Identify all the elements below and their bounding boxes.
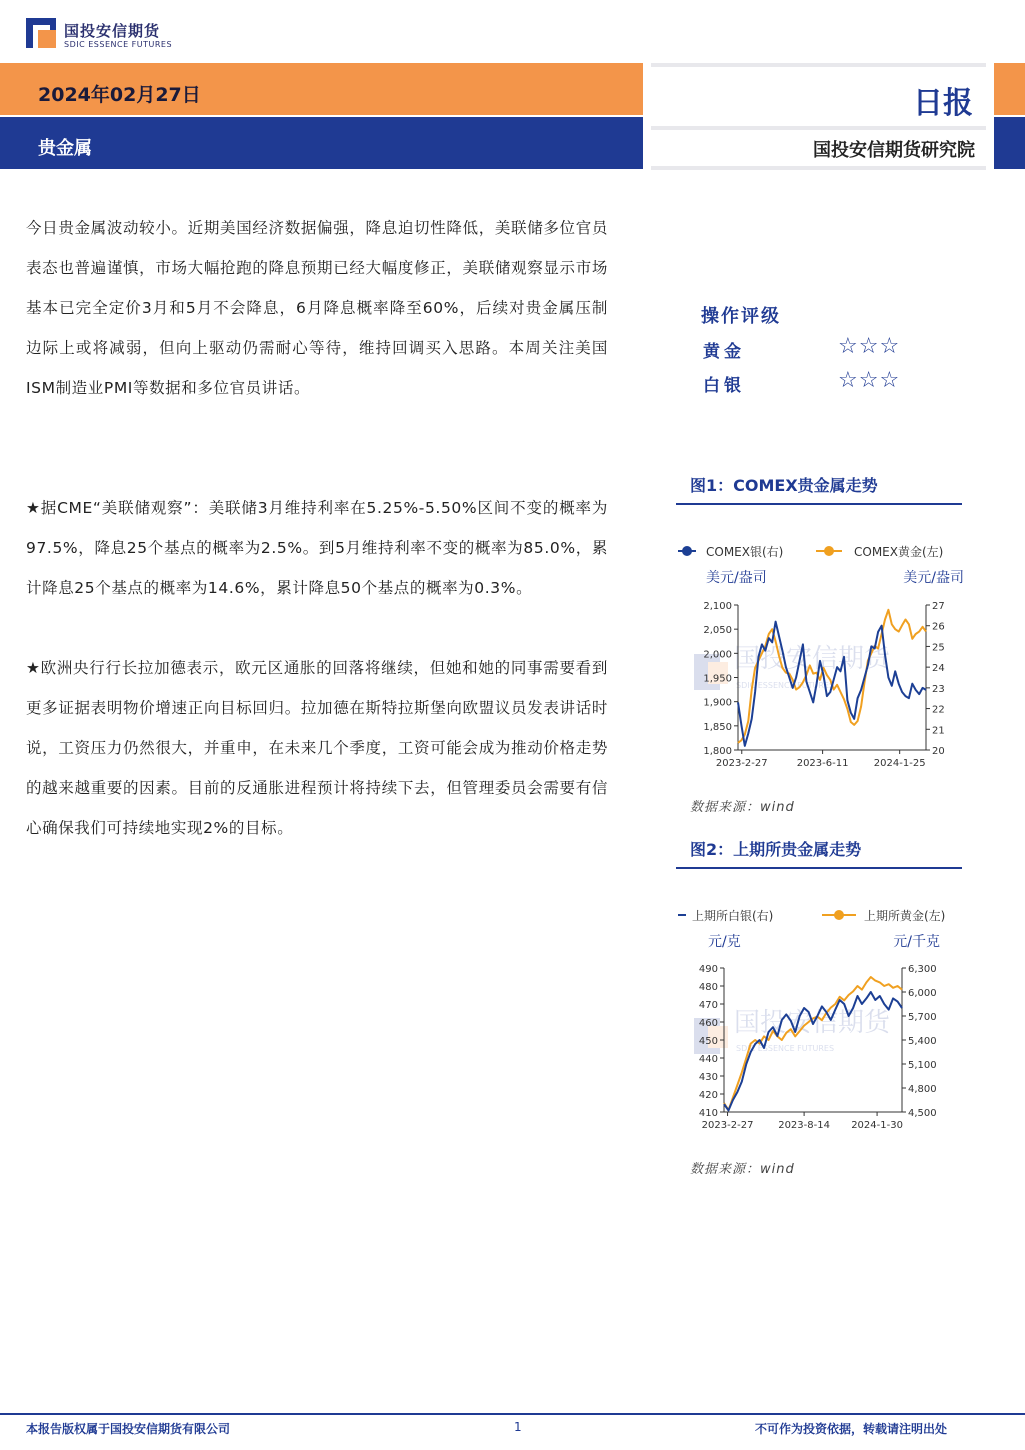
figure2-left-tick-label: 410: [698, 1108, 718, 1119]
figure2-legend: [678, 908, 945, 923]
figure1-right-tick-label: 26: [932, 621, 945, 633]
figure2-title: 图2：上期所贵金属走势: [690, 840, 862, 859]
figure2-right-tick-label: 6,300: [908, 964, 937, 975]
figure1-left-tick-label: 2,000: [703, 649, 732, 661]
figure2-left-tick-label: 430: [698, 1072, 718, 1083]
rating-silver-stars: ☆☆☆: [838, 368, 901, 393]
figure2-left-tick-label: 470: [698, 1000, 718, 1011]
figure1-left-tick-label: 1,950: [703, 673, 732, 685]
figure2-x-tick-label: 2024-1-30: [851, 1120, 903, 1131]
figure1-left-tick-label: 1,800: [703, 746, 732, 757]
figure1-left-tick-label: 1,900: [703, 697, 732, 709]
figure1-left-tick-label: 2,100: [703, 601, 732, 612]
report-date: 2024年02月27日: [38, 84, 201, 106]
figure2-x-tick-label: 2023-2-27: [701, 1120, 754, 1131]
figure1-source: 数据来源：wind: [690, 800, 795, 815]
figure2-left-tick-label: 440: [698, 1054, 718, 1065]
footer-disclaimer: 不可作为投资依据，转载请注明出处: [755, 1422, 948, 1436]
paragraph-cme: ★据CME“美联储观察”：美联储3月维持利率在5.25%-5.50%区间不变的概率为97.5%，降息25个基点的概率为2.5%。到5月维持利率不变的概率为85.0%，累计降息25个基点的概率为14.6%，累计降息50个基点的概率为0.3%。: [26, 499, 608, 597]
figure2-right-tick-label: 4,800: [908, 1084, 937, 1095]
paragraph-summary: 今日贵金属波动较小。近期美国经济数据偏强，降息迫切性降低，美联储多位官员表态也普遍谨慎，市场大幅抢跑的降息预期已经大幅度修正，美联储观察显示市场基本已完全定价3月和5月不会降息，6月降息概率降至60%，后续对贵金属压制边际上或将减弱，但向上驱动仍需耐心等待，维持回调买入思路。本周关注美国ISM制造业PMI等数据和多位官员讲话。: [26, 219, 608, 397]
figure2-svg: [676, 896, 966, 1144]
figure1-right-tick-label: 24: [932, 663, 945, 675]
figure2-right-tick-label: 5,400: [908, 1036, 937, 1047]
figure1-left-tick-label: 2,050: [703, 625, 732, 637]
figure2-source: 数据来源：wind: [690, 1162, 795, 1177]
figure1-right-unit: 美元/盎司: [903, 570, 964, 586]
figure2-left-tick-label: 480: [698, 982, 718, 993]
figure2-left-unit: 元/克: [708, 934, 741, 950]
rating-silver-label: 白银: [703, 376, 745, 396]
watermark-text: 国投安信期货: [734, 1008, 891, 1038]
figure2-right-tick-label: 4,500: [908, 1108, 937, 1119]
figure1-right-tick-label: 27: [932, 601, 945, 612]
figure1-right-tick-label: 25: [932, 642, 945, 654]
figure2-right-unit: 元/千克: [893, 934, 940, 950]
figure2-legend-silver: 上期所白银(右): [692, 909, 774, 923]
figure1-title: 图1：COMEX贵金属走势: [690, 476, 878, 495]
rating-gold-stars: ☆☆☆: [838, 334, 901, 359]
figure1-x-tick-label: 2023-2-27: [715, 758, 768, 769]
figure1-title-rule: [676, 503, 962, 505]
company-logo-subtext: SDIC ESSENCE FUTURES: [64, 40, 173, 49]
report-type: 日报: [913, 86, 973, 121]
figure1-legend: [678, 544, 943, 559]
watermark-text: 国投安信期货: [734, 644, 891, 674]
watermark-subtext: SDIC ESSENCE FUTURES: [736, 681, 835, 690]
company-logo-text: 国投安信期货: [64, 22, 161, 40]
figure2-left-tick-label: 420: [698, 1090, 718, 1101]
figure1-left-tick-label: 1,850: [703, 721, 732, 733]
company-logo-icon: [26, 18, 56, 48]
watermark-subtext: SDIC ESSENCE FUTURES: [736, 1044, 835, 1053]
figure2-right-tick-label: 6,000: [908, 988, 937, 999]
figure1-right-tick-label: 20: [932, 746, 945, 757]
figure2-x-tick-label: 2023-8-14: [778, 1120, 830, 1131]
figure2-legend-gold: 上期所黄金(左): [864, 909, 946, 923]
figure2-right-tick-label: 5,100: [908, 1060, 937, 1071]
figure1-svg: [676, 530, 966, 780]
figure1-legend-silver: COMEX银(右): [706, 545, 784, 559]
section-bar: [0, 117, 643, 169]
figure2-title-rule: [676, 867, 962, 869]
figure1-chart: [676, 530, 966, 780]
figure2-right-tick-label: 5,700: [908, 1012, 937, 1023]
figure2-left-tick-label: 450: [698, 1036, 718, 1047]
rating-title: 操作评级: [701, 306, 781, 327]
figure1-right-tick-label: 21: [932, 725, 945, 737]
header-accent-blue: [994, 117, 1025, 169]
header-accent-orange: [994, 63, 1025, 115]
figure2-chart: [676, 896, 966, 1144]
figure1-right-tick-label: 22: [932, 704, 945, 716]
rating-gold-label: 黄金: [703, 342, 745, 362]
header-divider-bottom: [651, 166, 986, 170]
report-section: 贵金属: [38, 138, 92, 159]
figure1-legend-gold: COMEX黄金(左): [854, 545, 944, 559]
figure2-left-tick-label: 460: [698, 1018, 718, 1029]
figure1-x-tick-label: 2023-6-11: [796, 758, 849, 769]
figure2-left-tick-label: 490: [698, 964, 718, 975]
footer-copyright: 本报告版权属于国投安信期货有限公司: [26, 1422, 231, 1436]
paragraph-ecb: ★欧洲央行行长拉加德表示，欧元区通胀的回落将继续，但她和她的同事需要看到更多证据表明物价增速正向目标回归。拉加德在斯特拉斯堡向欧盟议员发表讲话时说，工资压力仍然很大，并重申，在未来几个季度，工资可能会成为推动价格走势的越来越重要的因素。目前的反通胀进程预计将持续下去，但管理委员会需要有信心确保我们可持续地实现2%的目标。: [26, 659, 608, 837]
page-number: 1: [514, 1420, 522, 1434]
header-divider-top: [651, 63, 986, 67]
figure1-x-tick-label: 2024-1-25: [873, 758, 926, 769]
header-divider-middle: [651, 126, 986, 130]
figure1-left-unit: 美元/盎司: [706, 570, 767, 586]
institute-name: 国投安信期货研究院: [813, 140, 975, 161]
figure1-series-left: [738, 610, 926, 743]
footer-rule: [0, 1413, 1025, 1415]
figure1-right-tick-label: 23: [932, 683, 945, 695]
